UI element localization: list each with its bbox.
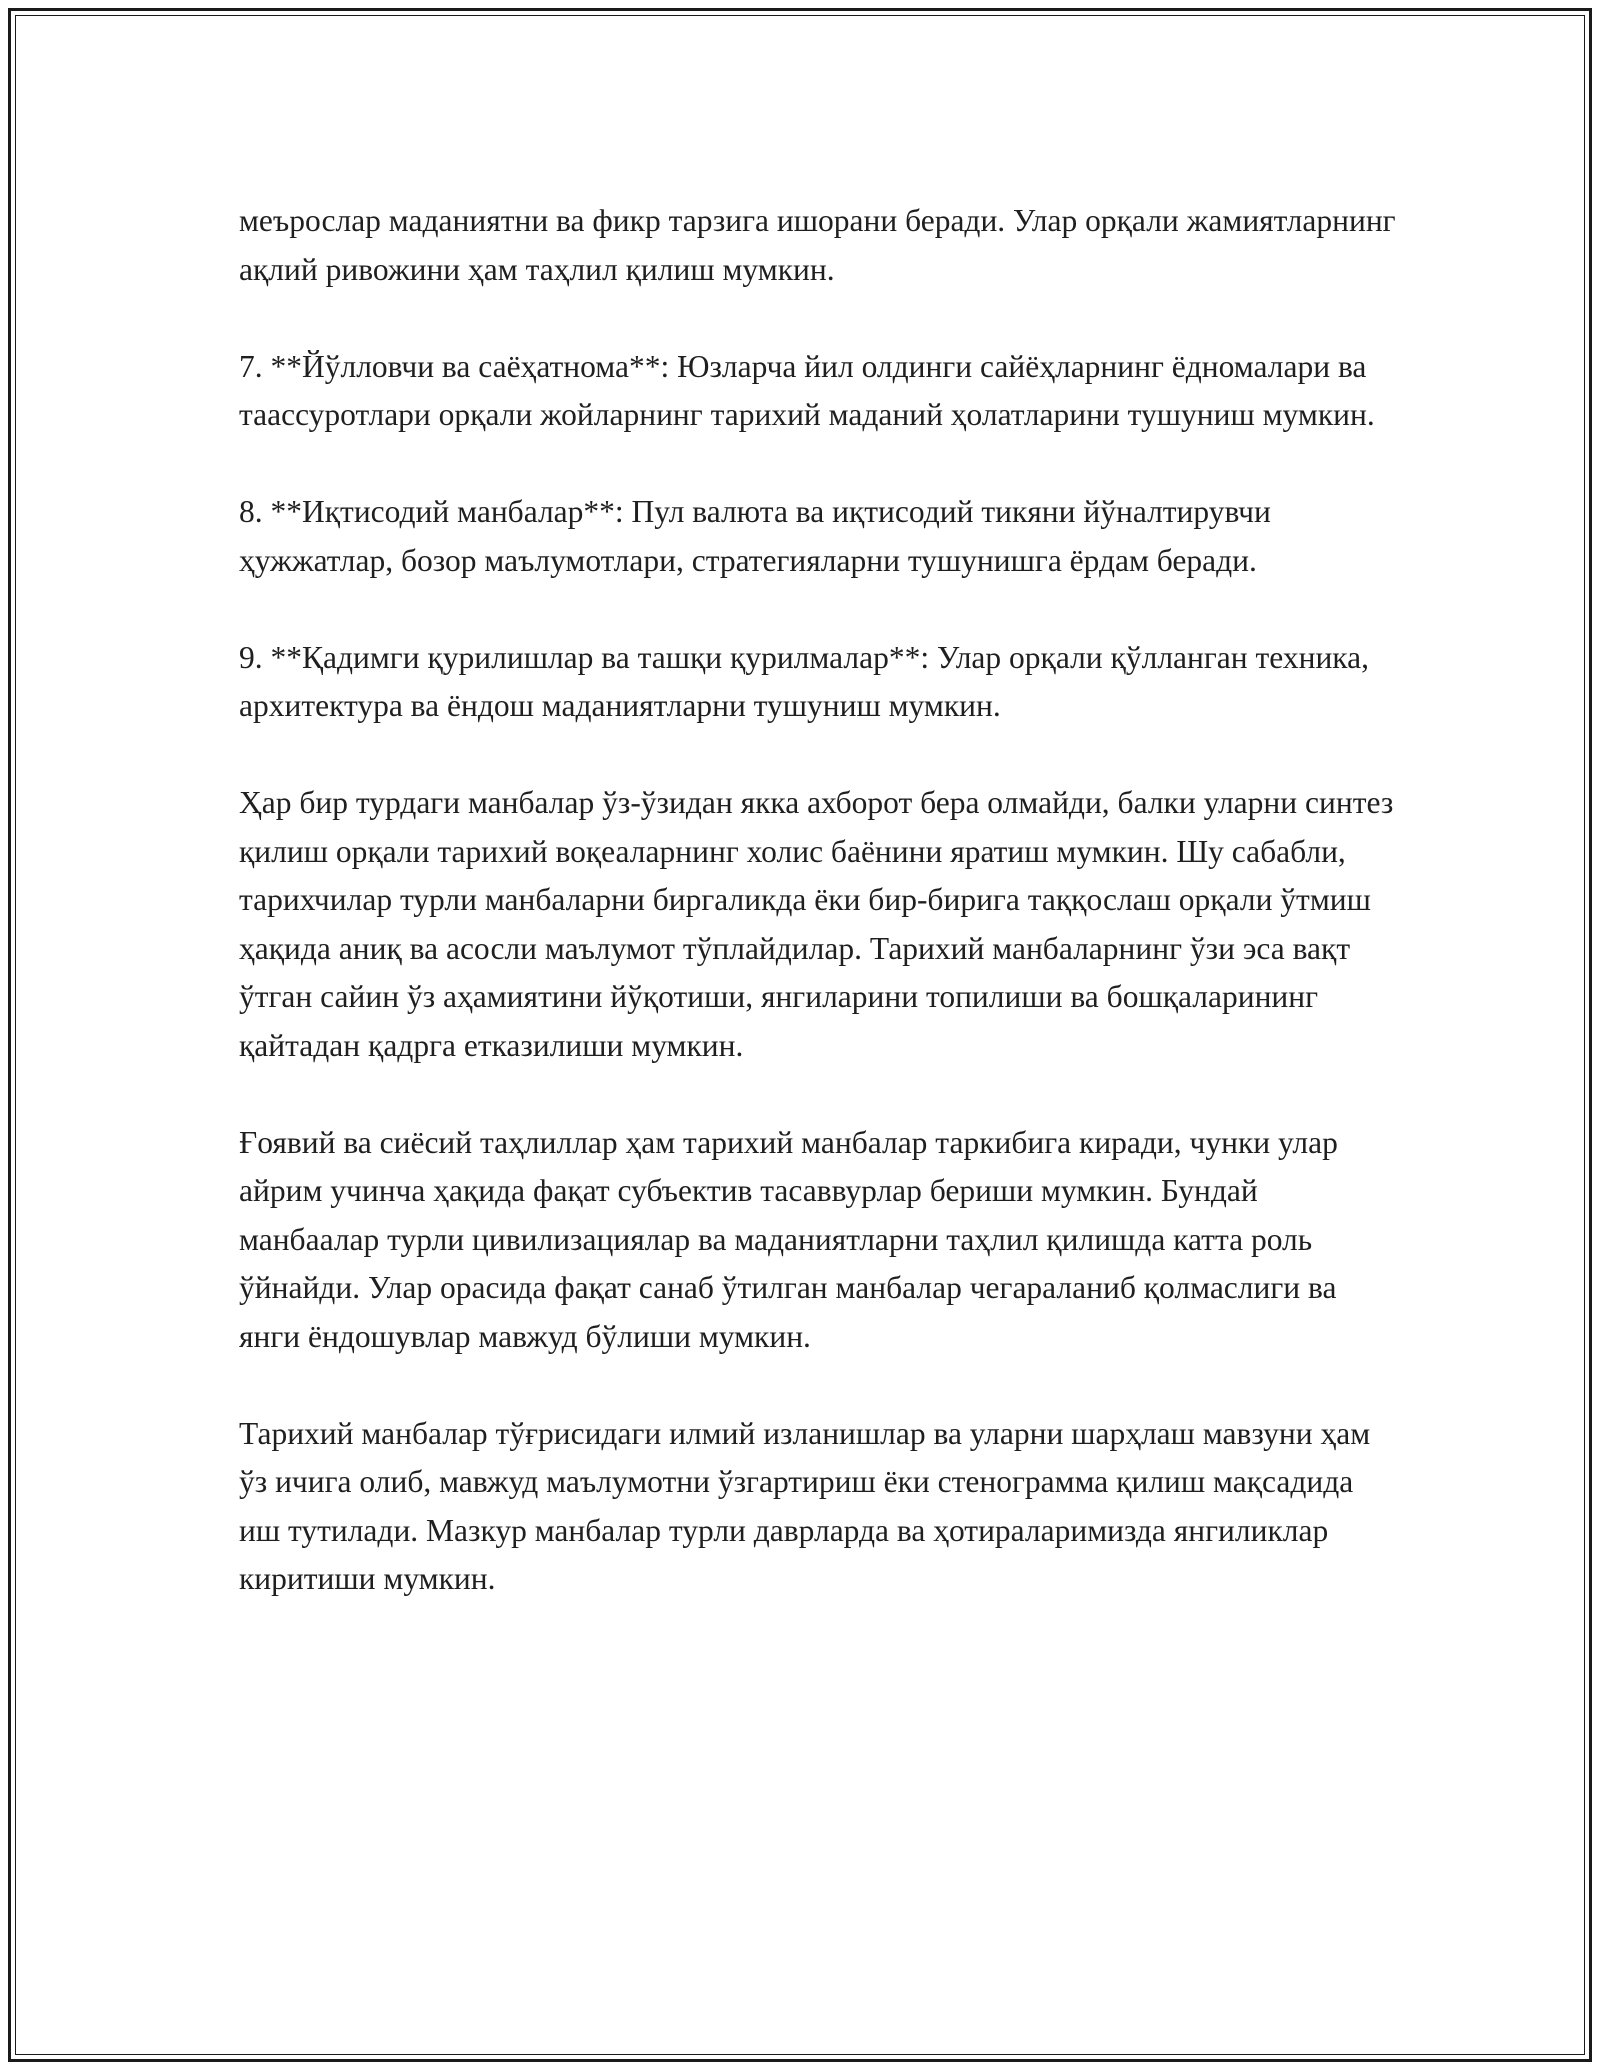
list-item-9: 9. **Қадимги қурилишлар ва ташқи қурилмалар**: Улар орқали қўлланган техника, архитектура ва ёндош маданиятларни тушуниш мумкин. <box>239 639 1369 723</box>
list-item-8: 8. **Иқтисодий манбалар**: Пул валюта ва иқтисодий тикяни йўналтирувчи ҳужжатлар, бозор маълумотлари, стратегияларни тушунишга ёрдам беради. <box>239 494 1271 578</box>
paragraph-intro-continuation: меърослар маданиятни ва фикр тарзига ишорани беради. Улар орқали жамиятларнинг ақлий ривожини ҳам таҳлил қилиш мумкин. <box>239 203 1396 287</box>
paragraph-synthesis: Ҳар бир турдаги манбалар ўз-ўзидан якка ахборот бера олмайди, балки уларни синтез қилиш орқали тарихий воқеаларнинг холис баёнини яратиш мумкин. Шу сабабли, тарихчилар турли манбаларни биргаликда ёки бир-бирига таққослаш орқали ўтмиш ҳақида аниқ ва асосли маълумот тўплайдилар. Тарихий манбаларнинг ўзи эса вақт ўтган сайин ўз аҳамиятини йўқотиши, янгиларини топилиши ва бошқаларининг қайтадан қадрга етказилиши мумкин. <box>239 785 1394 1063</box>
paragraph-ideological-analysis: Ғоявий ва сиёсий таҳлиллар ҳам тарихий манбалар таркибига киради, чунки улар айрим учинча ҳақида фақат субъектив тасаввурлар бериши мумкин. Бундай манбаалар турли цивилизациялар ва маданиятларни таҳлил қилишда катта роль ўйнайди. Улар орасида фақат санаб ўтилган манбалар чегараланиб қолмаслиги ва янги ёндошувлар мавжуд бўлиши мумкин. <box>239 1124 1338 1354</box>
paragraph-scientific-research: Тарихий манбалар тўғрисидаги илмий изланишлар ва уларни шарҳлаш мавзуни ҳам ўз ичига олиб, мавжуд маълумотни ўзгартириш ёки стенограмма қилиш мақсадида иш тутилади. Мазкур манбалар турли даврларда ва ҳотираларимизда янгиликлар киритиши мумкин. <box>239 1415 1371 1596</box>
list-item-7: 7. **Йўлловчи ва саёҳатнома**: Юзларча йил олдинги сайёҳларнинг ёдномалари ва таассуротлари орқали жойларнинг тарихий маданий ҳолатларини тушуниш мумкин. <box>239 348 1375 432</box>
document-body <box>239 197 1399 1604</box>
page-frame <box>8 8 1592 2062</box>
